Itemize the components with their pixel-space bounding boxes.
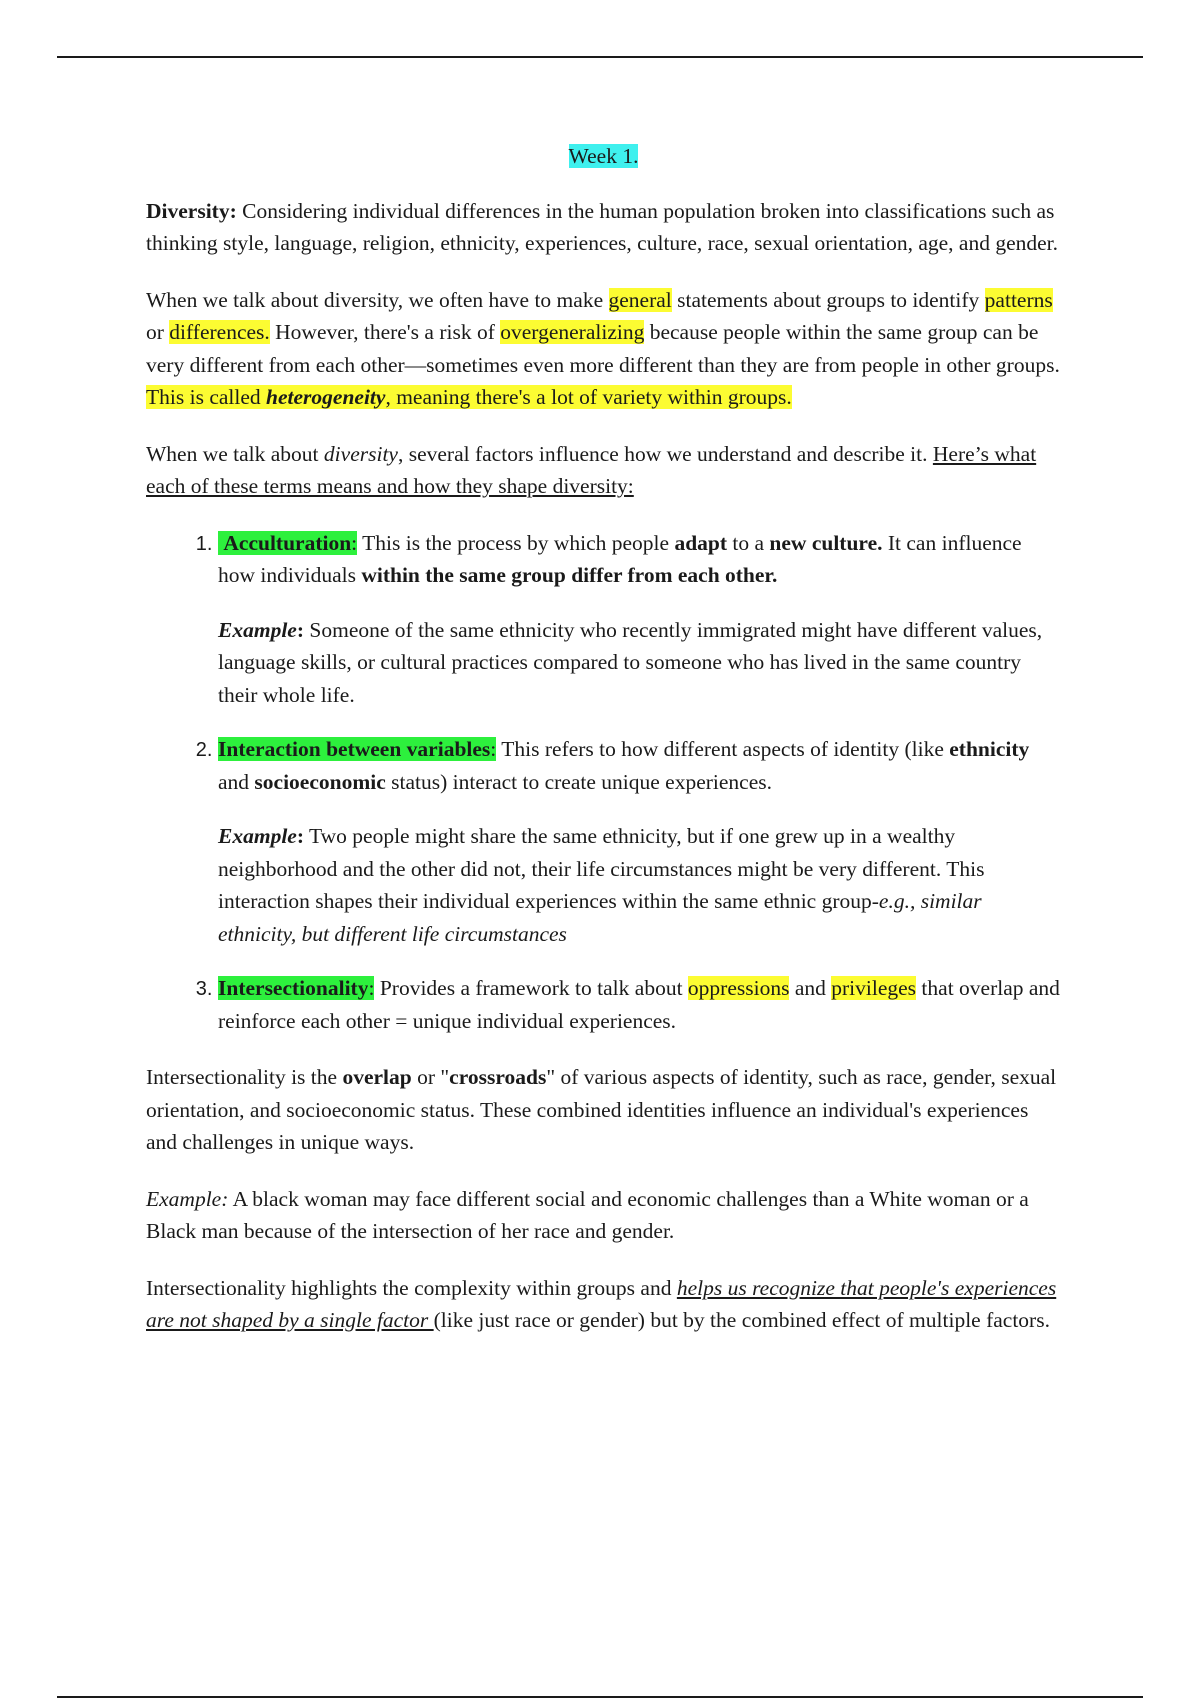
diversity-term: Diversity: xyxy=(146,198,237,223)
text: that overlap and reinforce each other = unique individual experiences. xyxy=(218,976,1060,1033)
text: This refers to how different aspects of identity (like xyxy=(496,737,950,761)
interaction-term: Interaction between variables xyxy=(218,737,491,761)
text: , several factors influence how we understand and describe it. xyxy=(397,441,933,466)
page-title xyxy=(146,140,1061,173)
text: and xyxy=(218,769,255,794)
diversity-italic: diversity xyxy=(323,441,398,466)
text: This is the process by which people xyxy=(357,530,675,555)
text: Intersectionality is the xyxy=(146,1065,343,1089)
highlight-differences: differences. xyxy=(169,320,270,344)
acculturation-term: Acculturation xyxy=(218,531,351,555)
example-text: Two people might share the same ethnicity, but if one grew up in a wealthy neighborhood and the other did not, their life circumstances might be very different. This interaction shapes their individual experiences within the same ethnic group- xyxy=(218,824,985,913)
text: However, there's a risk of xyxy=(269,320,501,344)
text: This is called xyxy=(146,385,267,409)
header-rule xyxy=(57,56,1143,58)
example-colon: : xyxy=(296,617,305,642)
text: (like just race or gender) but by the combined effect of multiple factors. xyxy=(433,1308,1050,1332)
diversity-text: Considering individual differences in the human population broken into classifications such as thinking style, language, religion, ethnicity, experiences, culture, race, sexual orientation, age, and gender. xyxy=(146,198,1059,255)
text: When we talk about xyxy=(146,441,324,466)
text: status) interact to create unique experiences. xyxy=(385,769,773,794)
highlight-patterns: patterns xyxy=(984,287,1053,312)
acculturation-example xyxy=(218,614,1061,712)
text: It can influence how individuals xyxy=(218,530,1022,587)
complexity-paragraph xyxy=(146,1272,1061,1337)
highlight-privileges: privileges xyxy=(831,976,917,1000)
bold-within-group: within the same group differ from each other. xyxy=(361,563,778,587)
term-colon: : xyxy=(368,976,375,1000)
diversity-definition xyxy=(146,195,1061,260)
text: When we talk about diversity, we often have to make xyxy=(146,287,609,312)
title-text: Week 1. xyxy=(568,144,639,168)
underlined-italic-text: helps us recognize that people's experiences are not shaped by a single factor xyxy=(146,1275,1057,1332)
list-item-interaction xyxy=(218,733,1061,950)
example-label: Example xyxy=(218,824,297,848)
footer-rule xyxy=(57,1696,1143,1698)
bold-overlap: overlap xyxy=(342,1065,412,1089)
bold-ethnicity: ethnicity xyxy=(949,737,1030,761)
bold-adapt: adapt xyxy=(674,530,728,555)
factors-intro-paragraph xyxy=(146,438,1061,503)
text: statements about groups to identify xyxy=(671,287,985,312)
example-italic: e.g., similar ethnicity, but different life circumstances xyxy=(218,889,982,946)
bold-socioeconomic: socioeconomic xyxy=(254,769,386,794)
document-body xyxy=(146,140,1061,1361)
list-item-acculturation xyxy=(218,527,1061,712)
intersectionality-paragraph xyxy=(146,1061,1061,1159)
heterogeneity-term: heterogeneity xyxy=(266,385,386,409)
interaction-example xyxy=(218,820,1061,950)
term-colon: : xyxy=(490,737,497,761)
generalization-paragraph xyxy=(146,284,1061,414)
term-colon: : xyxy=(351,530,358,555)
example-label: Example xyxy=(218,617,297,642)
terms-intro-underlined: Here’s what each of these terms means and how they shape diversity: xyxy=(146,441,1037,498)
example-text: A black woman may face different social and economic challenges than a White woman or a Black man because of the intersection of her race and gender. xyxy=(146,1186,1029,1243)
text: , meaning there's a lot of variety within groups. xyxy=(385,385,792,409)
text: or " xyxy=(411,1065,450,1089)
text: " of various aspects of identity, such as race, gender, sexual orientation, and socioeconomic status. These combined identities influence an individual's experiences and challenges in unique ways. xyxy=(146,1065,1057,1154)
bold-crossroads: crossroads xyxy=(449,1065,547,1089)
highlight-heterogeneity xyxy=(146,385,792,409)
text: and xyxy=(789,976,832,1000)
example-text: Someone of the same ethnicity who recently immigrated might have different values, language skills, or cultural practices compared to someone who has lived in the same country their whole life. xyxy=(218,617,1043,707)
text: Intersectionality highlights the complexity within groups and xyxy=(146,1275,677,1300)
factors-list xyxy=(146,527,1061,1038)
highlight-oppressions: oppressions xyxy=(687,976,790,1000)
text: to a xyxy=(727,530,770,555)
text: Provides a framework to talk about xyxy=(374,976,688,1000)
list-item-intersectionality xyxy=(218,972,1061,1037)
intersectionality-example xyxy=(146,1183,1061,1248)
bold-new-culture: new culture. xyxy=(769,530,883,555)
text: or xyxy=(146,320,170,344)
text: because people within the same group can be very different from each other—sometimes even more different than they are from people in other groups. xyxy=(146,320,1060,377)
highlight-general: general xyxy=(608,287,672,312)
intersectionality-term: Intersectionality xyxy=(218,976,369,1000)
example-colon: : xyxy=(296,824,305,848)
example-label: Example: xyxy=(146,1186,229,1211)
highlight-overgeneralizing: overgeneralizing xyxy=(500,320,645,344)
